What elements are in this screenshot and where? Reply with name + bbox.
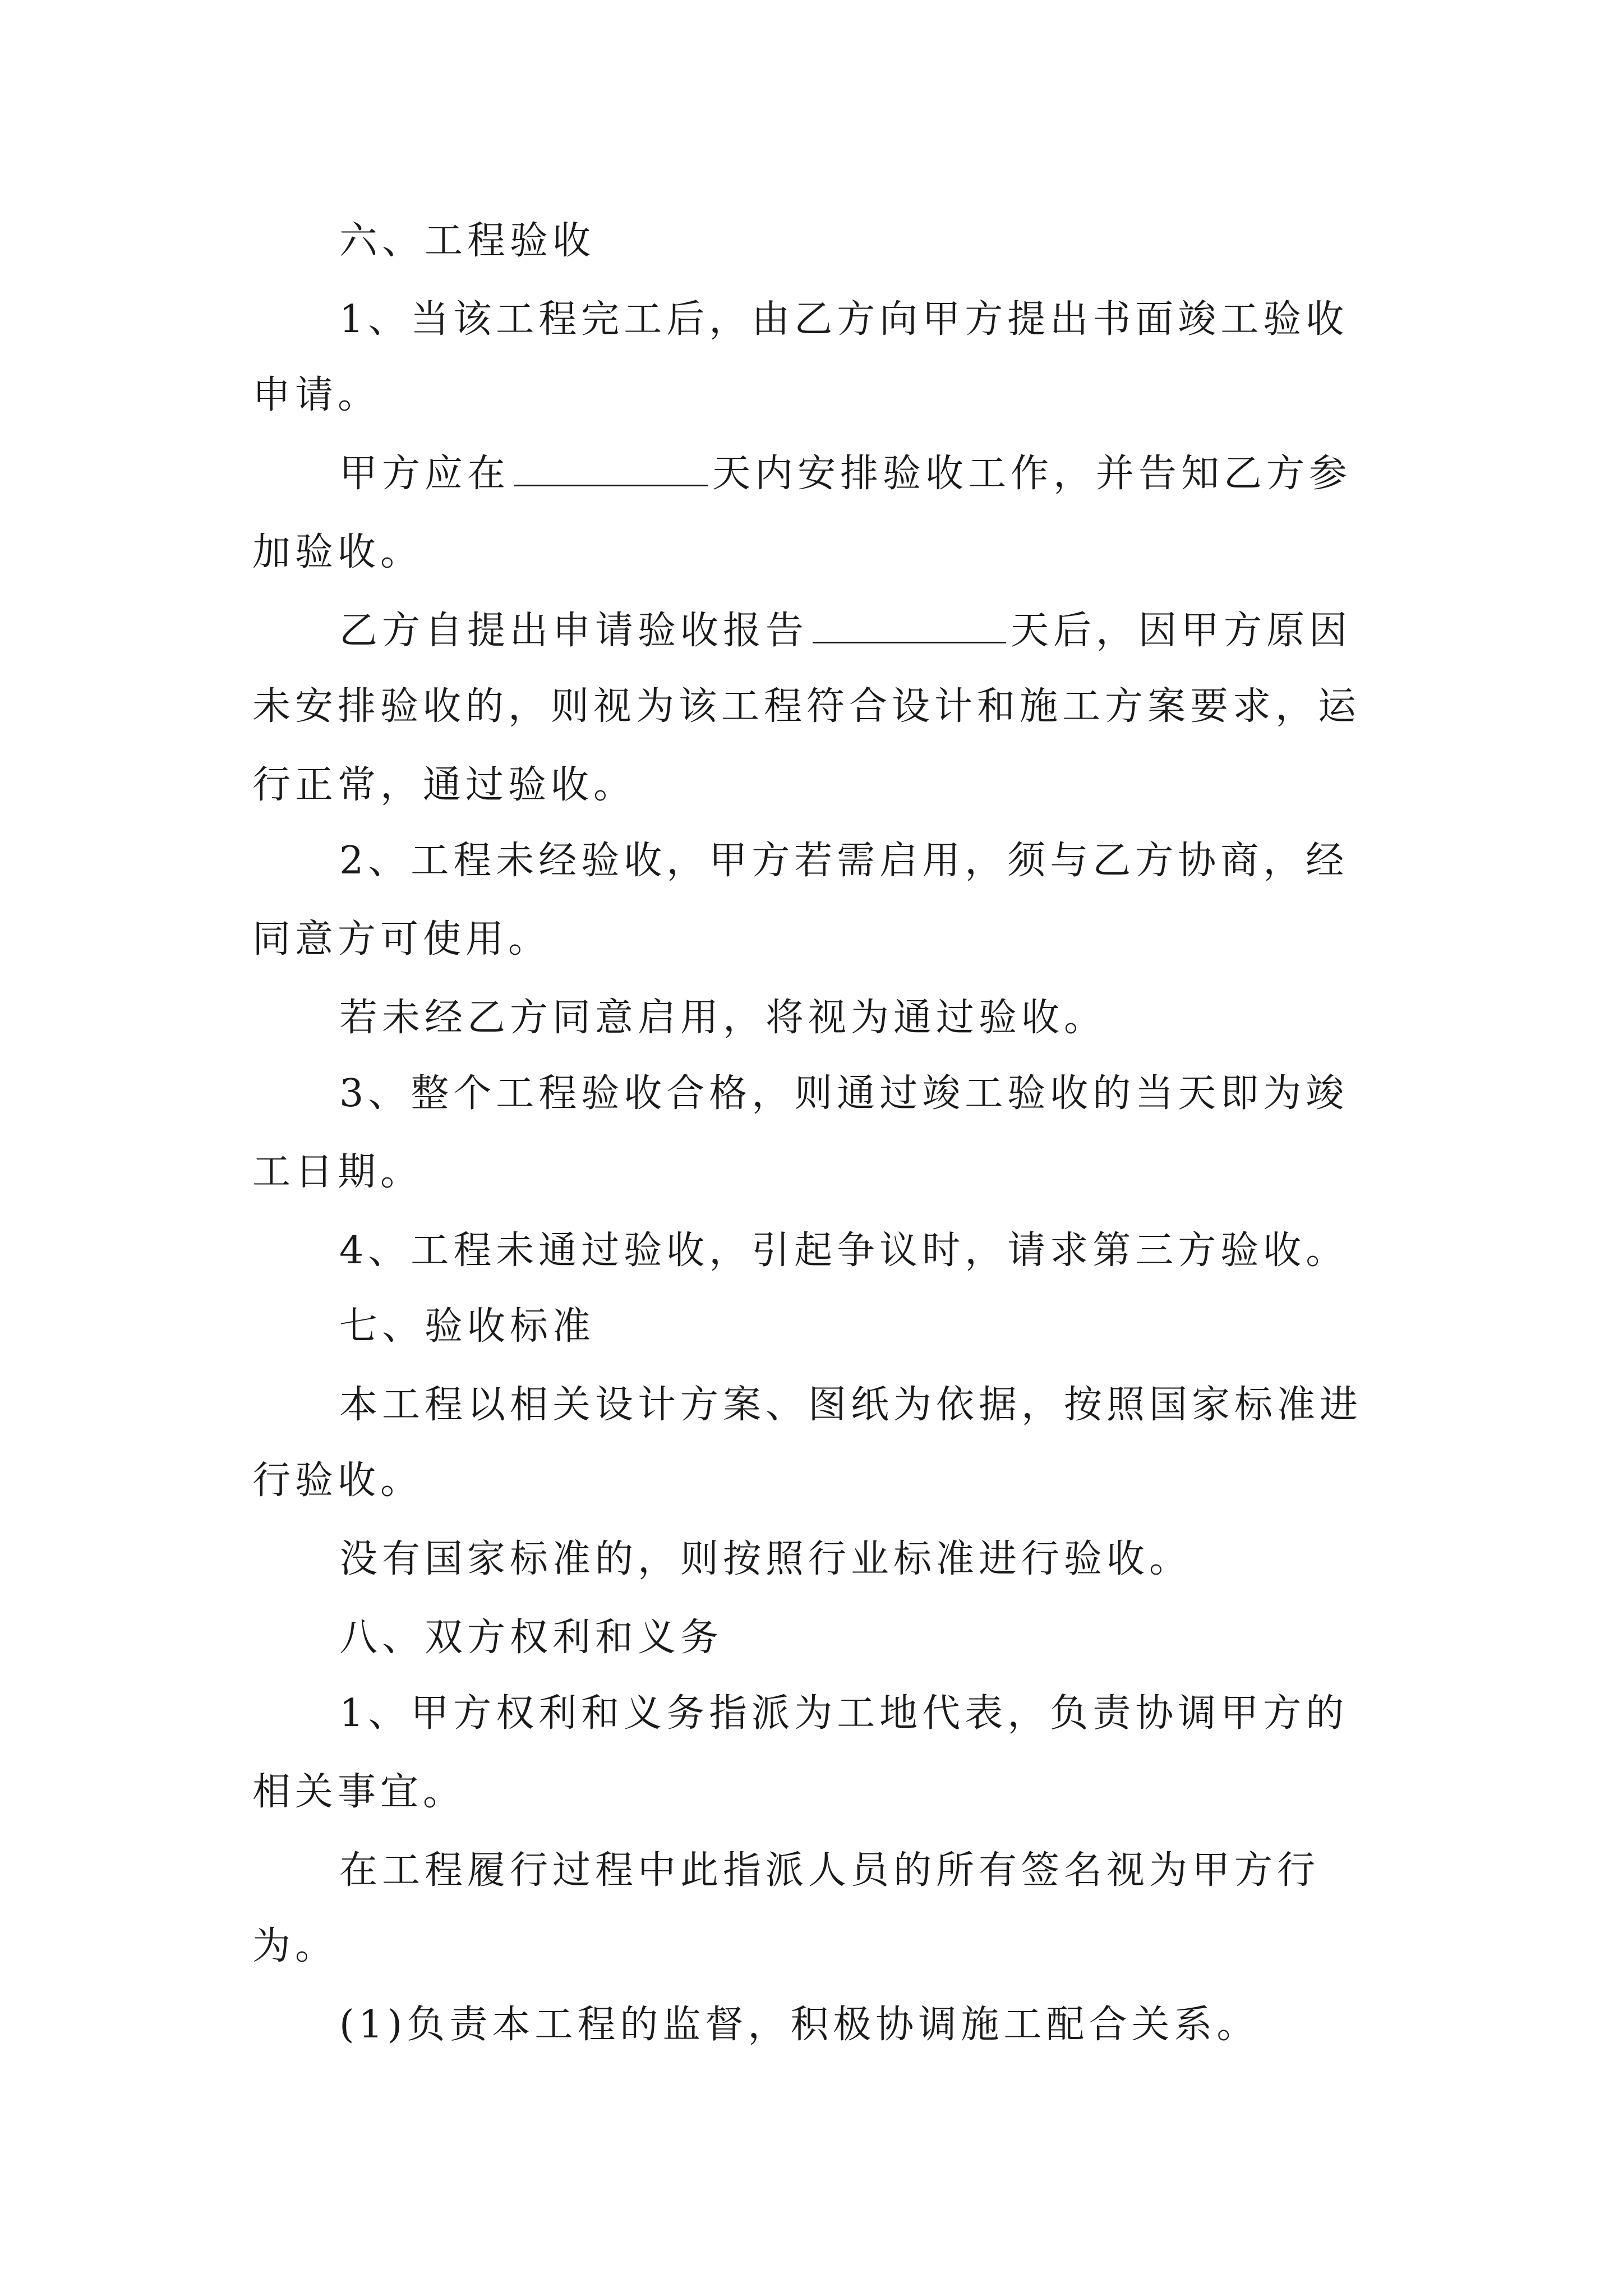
paragraph-line: 3、整个工程验收合格，则通过竣工验收的当天即为竣	[339, 1071, 1349, 1116]
section-heading-rights: 八、双方权利和义务	[339, 1616, 723, 1660]
paragraph-line: 加验收。	[252, 530, 423, 574]
text-segment: 天后，因甲方原因	[1011, 609, 1352, 653]
text-segment: 乙方自提出申请验收报告	[339, 609, 809, 653]
text-segment: 天内安排验收工作，并告知乙方参	[712, 452, 1352, 496]
paragraph-line: 工日期。	[252, 1150, 423, 1194]
paragraph-line: 若未经乙方同意启用，将视为通过验收。	[339, 996, 1107, 1040]
paragraph-line: 1、当该工程完工后，由乙方向甲方提出书面竣工验收	[339, 297, 1349, 342]
paragraph-line: 在工程履行过程中此指派人员的所有签名视为甲方行	[339, 1848, 1320, 1893]
paragraph-line: 本工程以相关设计方案、图纸为依据，按照国家标准进	[339, 1383, 1363, 1427]
section-heading-acceptance: 六、工程验收	[339, 219, 596, 263]
paragraph-line	[339, 443, 1352, 505]
paragraph-line: 未安排验收的，则视为该工程符合设计和施工方案要求，运	[252, 684, 1361, 729]
paragraph-line: 4、工程未通过验收，引起争议时，请求第三方验收。	[339, 1228, 1349, 1273]
paragraph-line: 相关事宜。	[252, 1770, 466, 1814]
paragraph-line: 申请。	[252, 373, 381, 417]
paragraph-line: 2、工程未经验收，甲方若需启用，须与乙方协商，经	[339, 839, 1349, 883]
fill-in-blank	[813, 608, 1006, 643]
paragraph-line: (1)负责本工程的监督，积极协调施工配合关系。	[339, 2003, 1260, 2047]
section-heading-standard: 七、验收标准	[339, 1304, 596, 1349]
paragraph-line: 行验收。	[252, 1458, 423, 1503]
fill-in-blank	[514, 451, 708, 486]
paragraph-line: 没有国家标准的，则按照行业标准进行验收。	[339, 1537, 1192, 1581]
paragraph-line	[339, 600, 1352, 662]
paragraph-line: 1、甲方权利和义务指派为工地代表，负责协调甲方的	[339, 1691, 1349, 1736]
text-segment: 甲方应在	[339, 452, 510, 496]
paragraph-line: 同意方可使用。	[252, 917, 551, 961]
paragraph-line: 行正常，通过验收。	[252, 763, 637, 807]
paragraph-line: 为。	[252, 1924, 338, 1968]
